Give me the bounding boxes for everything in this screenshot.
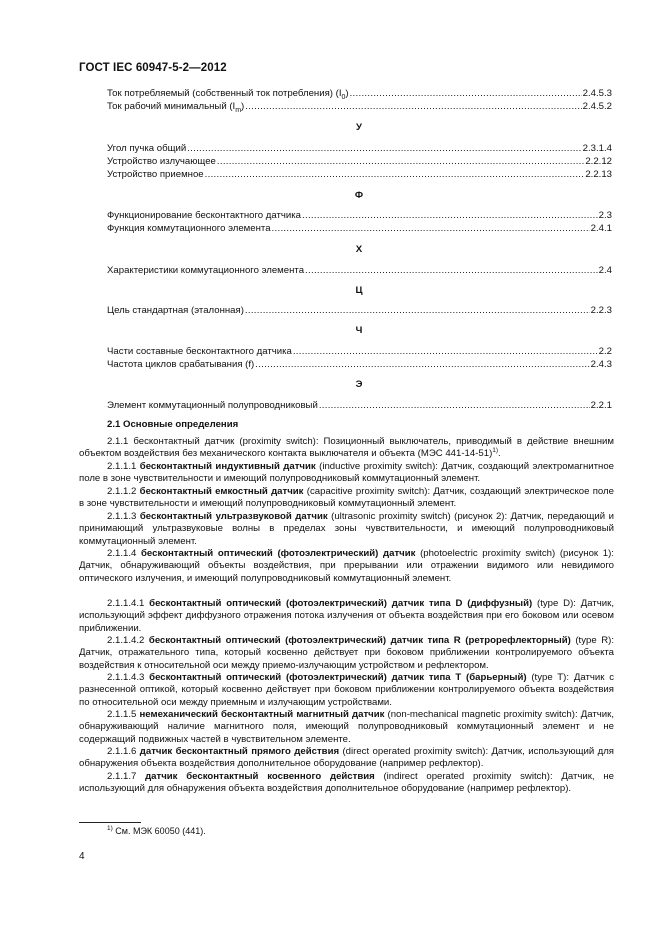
definition-term: бесконтактный ультразвуковой датчик (139, 511, 328, 522)
index-entry-term (107, 399, 318, 412)
index-term-text: Ток рабочий минимальный (I (107, 101, 236, 112)
definition-number: 2.1.1.2 (107, 486, 140, 497)
footnote-text: См. МЭК 60050 (441). (112, 826, 206, 836)
index-term-text: Цель стандартная (эталонная) (107, 305, 244, 316)
index-entry (107, 399, 612, 412)
index-entry-reference: 2.2 (598, 346, 612, 357)
index-term-tail: ) (345, 88, 349, 99)
definition-term: бесконтактный оптический (фотоэлектрический) датчик типа D (диффузный) (149, 598, 533, 609)
leader-dots (217, 155, 584, 168)
leader-dots (305, 264, 598, 277)
index-entry (107, 168, 612, 181)
definition-text: (type D): Датчик, использующий эффект диффузного отражения потока излучения от объекта воздействия при его боковом или осевом приближении. (79, 598, 614, 634)
definition-text: (type T): Датчик с разнесенной оптикой, который косвенно действует при боковом приближении контролируемого объекта воздействия по относительной оси между приемным и излучающим устройствами. (79, 672, 615, 708)
index-entry-reference: 2.2.12 (585, 156, 612, 167)
leader-dots (293, 345, 598, 358)
index-entry-reference: 2.4.5.3 (582, 88, 612, 99)
definition-term: бесконтактный оптический (фотоэлектрический) датчик типа R (ретрорефлекторный) (148, 635, 571, 646)
index-entry (107, 304, 612, 317)
index-entry-reference: 2.4.1 (590, 223, 612, 234)
index-term-tail: ) (241, 101, 245, 112)
index-entry-term (107, 358, 254, 371)
definition-paragraph (79, 461, 614, 486)
index-term-text: Характеристики коммутационного элемента (107, 265, 305, 276)
definition-number: 2.1.1.7 (107, 771, 146, 782)
index-entry-term (107, 168, 204, 181)
index-entry-reference: 2.3 (598, 210, 612, 221)
page-number: 4 (79, 851, 85, 862)
index-entry (107, 209, 612, 222)
page-header: ГОСТ IEC 60947-5-2—2012 (79, 62, 227, 74)
index-term-text: Ток потребляемый (собственный ток потребления) (I (107, 88, 342, 99)
index-entry-reference: 2.2.3 (590, 305, 612, 316)
index-entry (107, 222, 612, 235)
definition-number: 2.1.1.3 (107, 511, 140, 522)
index-entry-term (107, 345, 292, 358)
definition-text-end: . (498, 448, 501, 460)
leader-dots (205, 168, 585, 181)
definition-term: бесконтактный индуктивный датчик (139, 461, 316, 472)
index-entry (107, 142, 612, 155)
leader-dots (245, 304, 590, 317)
leader-dots (272, 222, 590, 235)
index-entry-term (107, 100, 244, 117)
definition-term: бесконтактный емкостный датчик (139, 486, 304, 497)
definition-number: 2.1.1.4.2 (107, 635, 149, 646)
leader-dots (255, 358, 589, 371)
index-term-subscript: 0 (341, 93, 346, 101)
definition-term: бесконтактный оптический (фотоэлектрический) датчик (140, 548, 416, 559)
index-entry-reference: 2.4 (598, 265, 612, 276)
index-letter-heading: Ч (355, 325, 363, 336)
footnote-reference: 1) (492, 447, 499, 455)
definition-text: 2.1.1 бесконтактный датчик (proximity switch): Позиционный выключатель, приводимый в действие внешним объектом воздействия без механического контакта выключателя и объекта (МЭС 441-14-51) (79, 436, 614, 460)
definition-paragraph (79, 672, 614, 709)
definition-paragraph (79, 709, 614, 746)
index-entry (107, 345, 612, 358)
index-letter-heading: Ц (355, 285, 363, 296)
footnote (107, 826, 206, 836)
index-term-subscript: m (235, 106, 242, 114)
index-term-text: Функционирование бесконтактного датчика (107, 210, 302, 221)
index-letter-heading: Ф (354, 190, 364, 201)
footnote-divider (79, 822, 141, 823)
index-entry-reference: 2.4.5.2 (582, 101, 612, 112)
index-entry-term (107, 155, 216, 168)
section-heading: 2.1 Основные определения (107, 419, 239, 430)
definition-text: (photoelectric proximity switch) (рисунок 1): Датчик, обнаруживающий объекты воздействия, при прерывании или отражении видимого или невидимого оптического излучения, и имеющий полупроводниковый коммутационный элемент. (79, 548, 614, 584)
leader-dots (319, 399, 590, 412)
definition-paragraph (79, 635, 614, 672)
index-entry-reference: 2.2.13 (585, 169, 612, 180)
index-letter-heading: Э (355, 379, 363, 390)
index-entry (107, 100, 612, 117)
definition-number: 2.1.1.4.3 (107, 672, 150, 683)
index-entry-term (107, 264, 304, 277)
index-term-text: Устройство приемное (107, 169, 204, 180)
index-letter-heading: Х (355, 244, 363, 255)
leader-dots (245, 100, 581, 113)
leader-dots (302, 209, 598, 222)
index-entry-reference: 2.3.1.4 (582, 143, 612, 154)
definition-paragraph (79, 436, 614, 461)
definition-term: датчик бесконтактный прямого действия (139, 746, 340, 757)
index-term-text: Функция коммутационного элемента (107, 223, 271, 234)
index-entry-term (107, 304, 244, 317)
index-entry (107, 155, 612, 168)
definition-paragraph (79, 511, 614, 548)
index-entry (107, 264, 612, 277)
definition-text: (direct operated proximity switch): Датчик, использующий для обнаружения объекта воздействия дополнительное оборудование (например рефлектор). (79, 746, 614, 770)
definition-text: (capacitive proximity switch): Датчик, создающий электрическое поле в зоне чувствительности и имеющий полупроводниковый коммутационный элемент. (79, 486, 614, 510)
index-term-text: Элемент коммутационный полупроводниковый (107, 400, 318, 411)
index-entry-term (107, 222, 271, 235)
definition-text: (type R): Датчик, отражательного типа, который косвенно действует при боковом приближении контролируемого объекта воздействия к относительной оси между приемо-излучающим устройством и рефлектором. (79, 635, 614, 671)
definition-number: 2.1.1.6 (107, 746, 140, 757)
definition-text: (ultrasonic proximity switch) (рисунок 2): Датчик, передающий и принимающий ультразвуковые волны в пределах зоны чувствительности, и имеющий полупроводниковый коммутационный элемент. (79, 511, 614, 547)
footnote-mark: 1) (107, 825, 113, 832)
definition-term: бесконтактный оптический (фотоэлектрический) датчик типа T (барьерный) (149, 672, 527, 683)
definition-number: 2.1.1.5 (107, 709, 140, 720)
definition-paragraph (79, 548, 614, 585)
index-term-text: Устройство излучающее (107, 156, 216, 167)
index-entry-reference: 2.4.3 (590, 359, 612, 370)
definition-term: немеханический бесконтактный магнитный датчик (139, 709, 385, 720)
definition-paragraph (79, 746, 614, 771)
index-letter-heading: У (356, 122, 362, 133)
definition-paragraph (79, 771, 614, 796)
leader-dots (350, 87, 582, 100)
index-entry (107, 358, 612, 371)
definition-paragraph (79, 598, 614, 635)
index-entry-reference: 2.2.1 (590, 400, 612, 411)
definition-number: 2.1.1.4 (107, 548, 141, 559)
leader-dots (187, 142, 581, 155)
definition-text: (inductive proximity switch): Датчик, создающий электромагнитное поле в зоне чувствительности и имеющий полупроводниковый коммутационный элемент. (79, 461, 614, 485)
definition-text: (indirect operated proximity switch): Датчик, не использующий для обнаружения объекта воздействия дополнительное оборудование (например рефлектор). (79, 771, 614, 795)
definition-term: датчик бесконтактный косвенного действия (145, 771, 375, 782)
definition-paragraph (79, 486, 614, 511)
index-entry-term (107, 209, 301, 222)
definition-number: 2.1.1.1 (107, 461, 140, 472)
definition-number: 2.1.1.4.1 (107, 598, 150, 609)
index-entry-term (107, 142, 186, 155)
index-term-text: Частота циклов срабатывания (f) (107, 359, 255, 370)
definition-text: (non-mechanical magnetic proximity switch): Датчик, обнаруживающий наличие магнитного поля, имеющий полупроводниковый коммутационный элемент и не содержащий подвижных частей в чувствительном элементе. (79, 709, 614, 745)
index-term-text: Части составные бесконтактного датчика (107, 346, 292, 357)
index-term-text: Угол пучка общий (107, 143, 187, 154)
